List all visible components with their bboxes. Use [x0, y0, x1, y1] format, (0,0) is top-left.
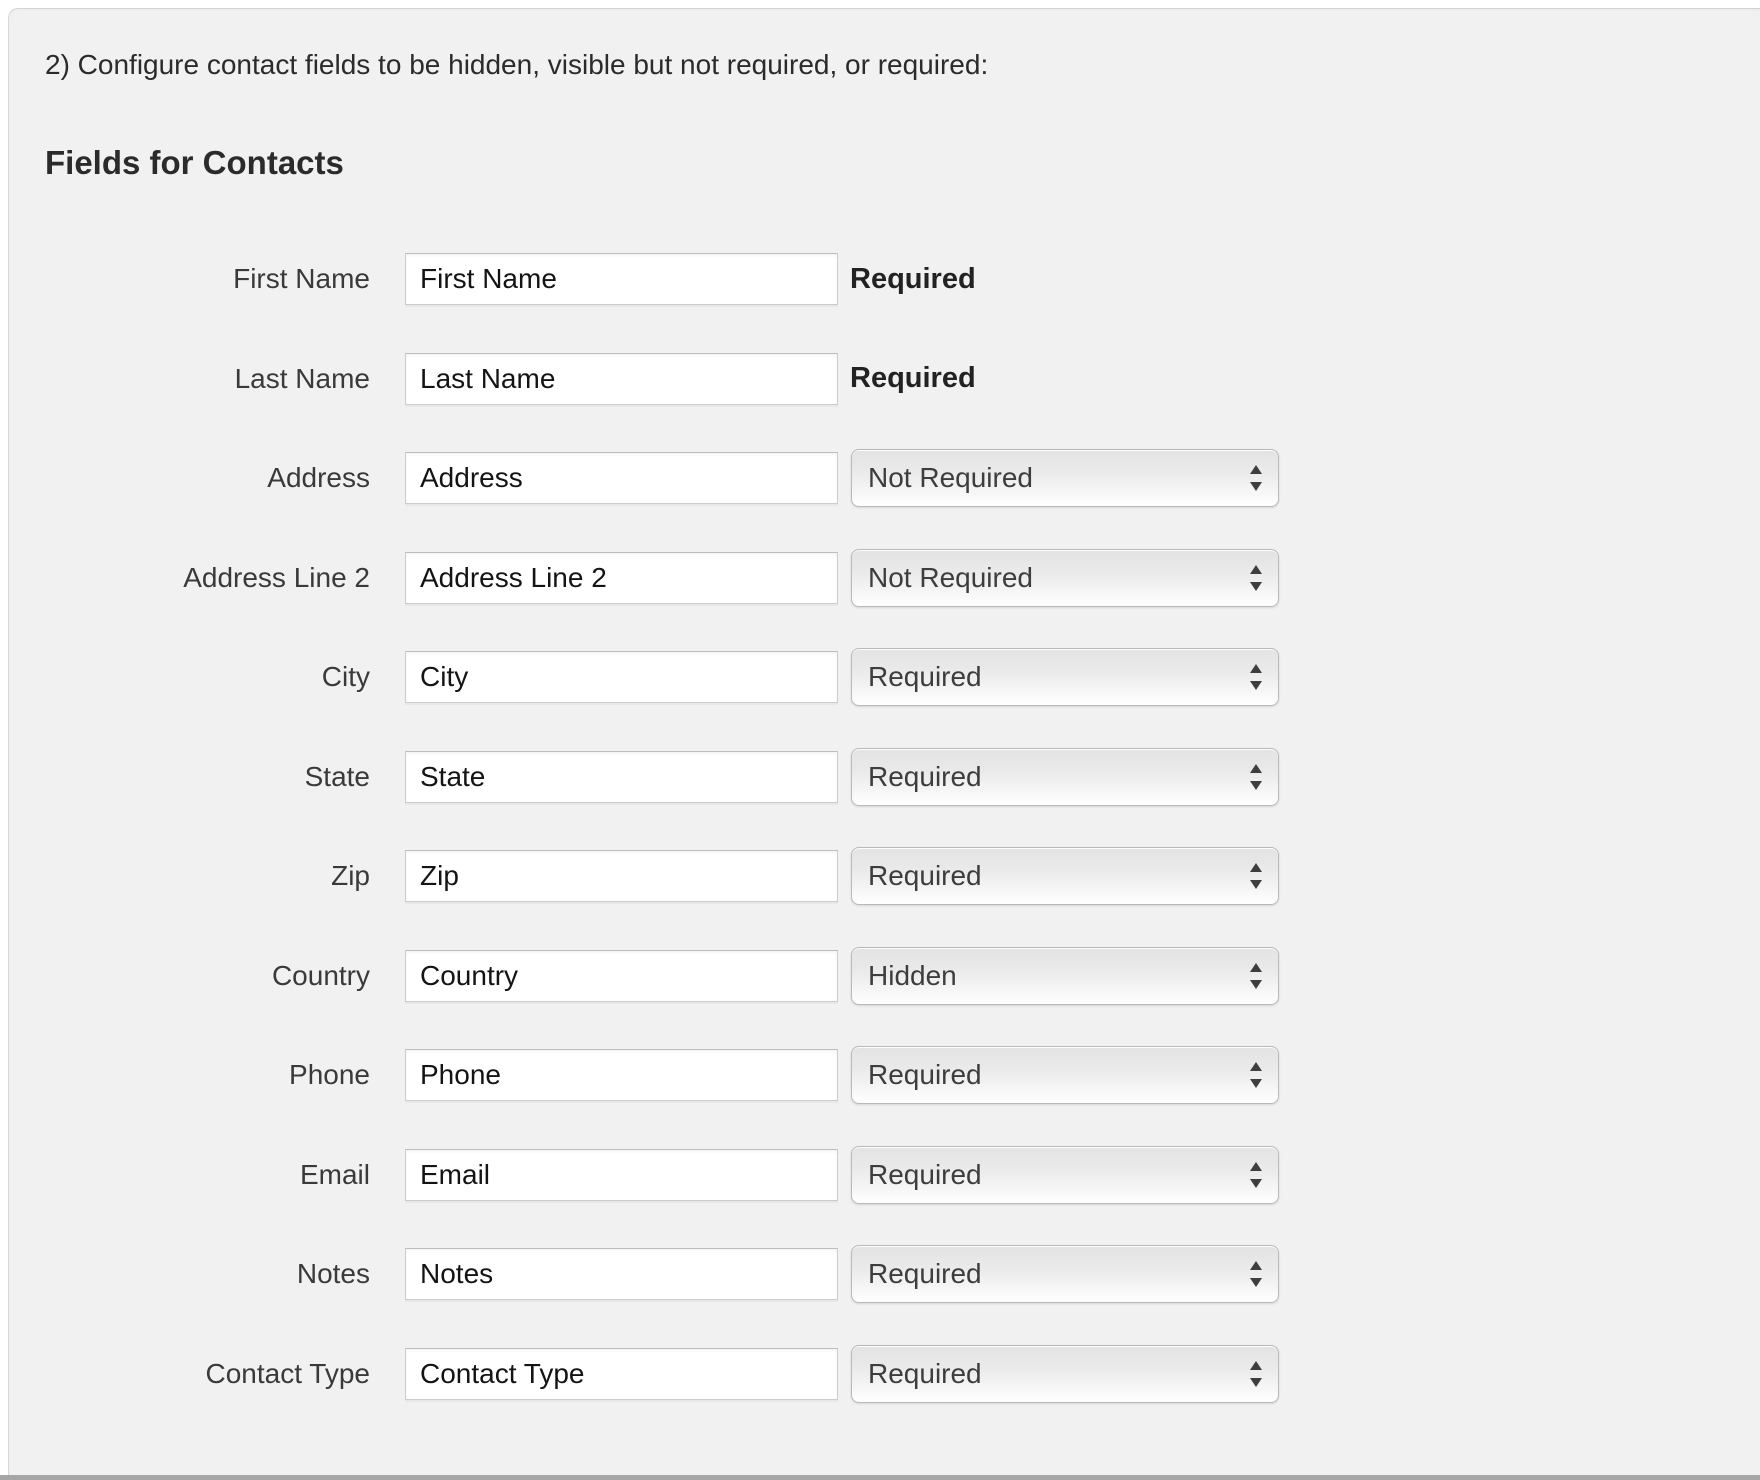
field-row [9, 751, 1760, 803]
field-row [9, 1149, 1760, 1201]
updown-arrows-icon [1249, 763, 1263, 791]
field-row [9, 353, 1760, 405]
field-status-select[interactable] [851, 748, 1279, 806]
field-row [9, 552, 1760, 604]
field-name-input[interactable] [405, 253, 838, 305]
field-name-input[interactable] [405, 1248, 838, 1300]
field-row [9, 253, 1760, 305]
fields-for-contacts-title: Fields for Contacts [45, 144, 344, 181]
field-label: Address [267, 462, 370, 493]
contact-fields-panel [8, 8, 1760, 1480]
updown-arrows-icon [1249, 1360, 1263, 1388]
field-status-value: Not Required [868, 462, 1033, 493]
field-label: Address Line 2 [183, 561, 370, 593]
field-row [9, 1049, 1760, 1101]
bottom-divider [0, 1475, 1760, 1480]
field-status-value: Hidden [868, 959, 957, 991]
field-status-required-label: Required [850, 362, 976, 394]
field-status-value: Not Required [868, 561, 1033, 593]
field-status-value: Required [868, 1158, 982, 1190]
updown-arrows-icon [1249, 1161, 1263, 1189]
field-name-input[interactable] [405, 950, 838, 1002]
field-name-input[interactable] [405, 1049, 838, 1101]
field-label: First Name [233, 263, 370, 294]
field-name-input[interactable] [405, 651, 838, 703]
updown-arrows-icon [1249, 464, 1263, 492]
field-label: Notes [296, 1258, 370, 1289]
field-label: Country [271, 959, 370, 991]
field-row [9, 651, 1760, 703]
field-row [9, 452, 1760, 504]
field-status-select[interactable] [851, 1046, 1279, 1104]
field-name-input[interactable] [405, 751, 838, 803]
contact-fields-list [9, 253, 1760, 1447]
field-name-input[interactable] [405, 552, 838, 604]
field-status-value: Required [868, 1357, 982, 1389]
field-status-select[interactable] [851, 947, 1279, 1005]
field-status-value: Required [868, 760, 982, 792]
field-label: Phone [289, 1059, 370, 1090]
field-status-required-label: Required [850, 262, 976, 295]
field-label: Email [299, 1158, 370, 1190]
field-status-select[interactable] [851, 847, 1279, 905]
field-row [9, 850, 1760, 902]
field-label: State [304, 760, 370, 792]
configure-instruction-text: 2) Configure contact fields to be hidden, visible but not required, or required: [45, 49, 989, 80]
field-status-select[interactable] [851, 1345, 1279, 1403]
field-status-value: Required [868, 1258, 982, 1289]
field-status-value: Required [868, 1059, 982, 1090]
field-name-input[interactable] [405, 1348, 838, 1400]
field-status-select[interactable] [851, 1245, 1279, 1303]
field-status-select[interactable] [851, 1146, 1279, 1204]
field-row [9, 1348, 1760, 1400]
field-row [9, 1248, 1760, 1300]
field-name-input[interactable] [405, 850, 838, 902]
updown-arrows-icon [1249, 862, 1263, 890]
field-name-input[interactable] [405, 452, 838, 504]
field-status-select[interactable] [851, 449, 1279, 507]
updown-arrows-icon [1249, 1061, 1263, 1089]
field-label: Last Name [234, 362, 370, 394]
updown-arrows-icon [1249, 663, 1263, 691]
field-label: Zip [331, 860, 370, 891]
field-row [9, 950, 1760, 1002]
updown-arrows-icon [1249, 564, 1263, 592]
updown-arrows-icon [1249, 962, 1263, 990]
field-status-value: Required [868, 661, 982, 692]
field-name-input[interactable] [405, 1149, 838, 1201]
updown-arrows-icon [1249, 1260, 1263, 1288]
field-status-value: Required [868, 860, 982, 891]
field-label: City [321, 661, 370, 692]
field-name-input[interactable] [405, 353, 838, 405]
field-label: Contact Type [205, 1357, 370, 1389]
field-status-select[interactable] [851, 549, 1279, 607]
field-status-select[interactable] [851, 648, 1279, 706]
